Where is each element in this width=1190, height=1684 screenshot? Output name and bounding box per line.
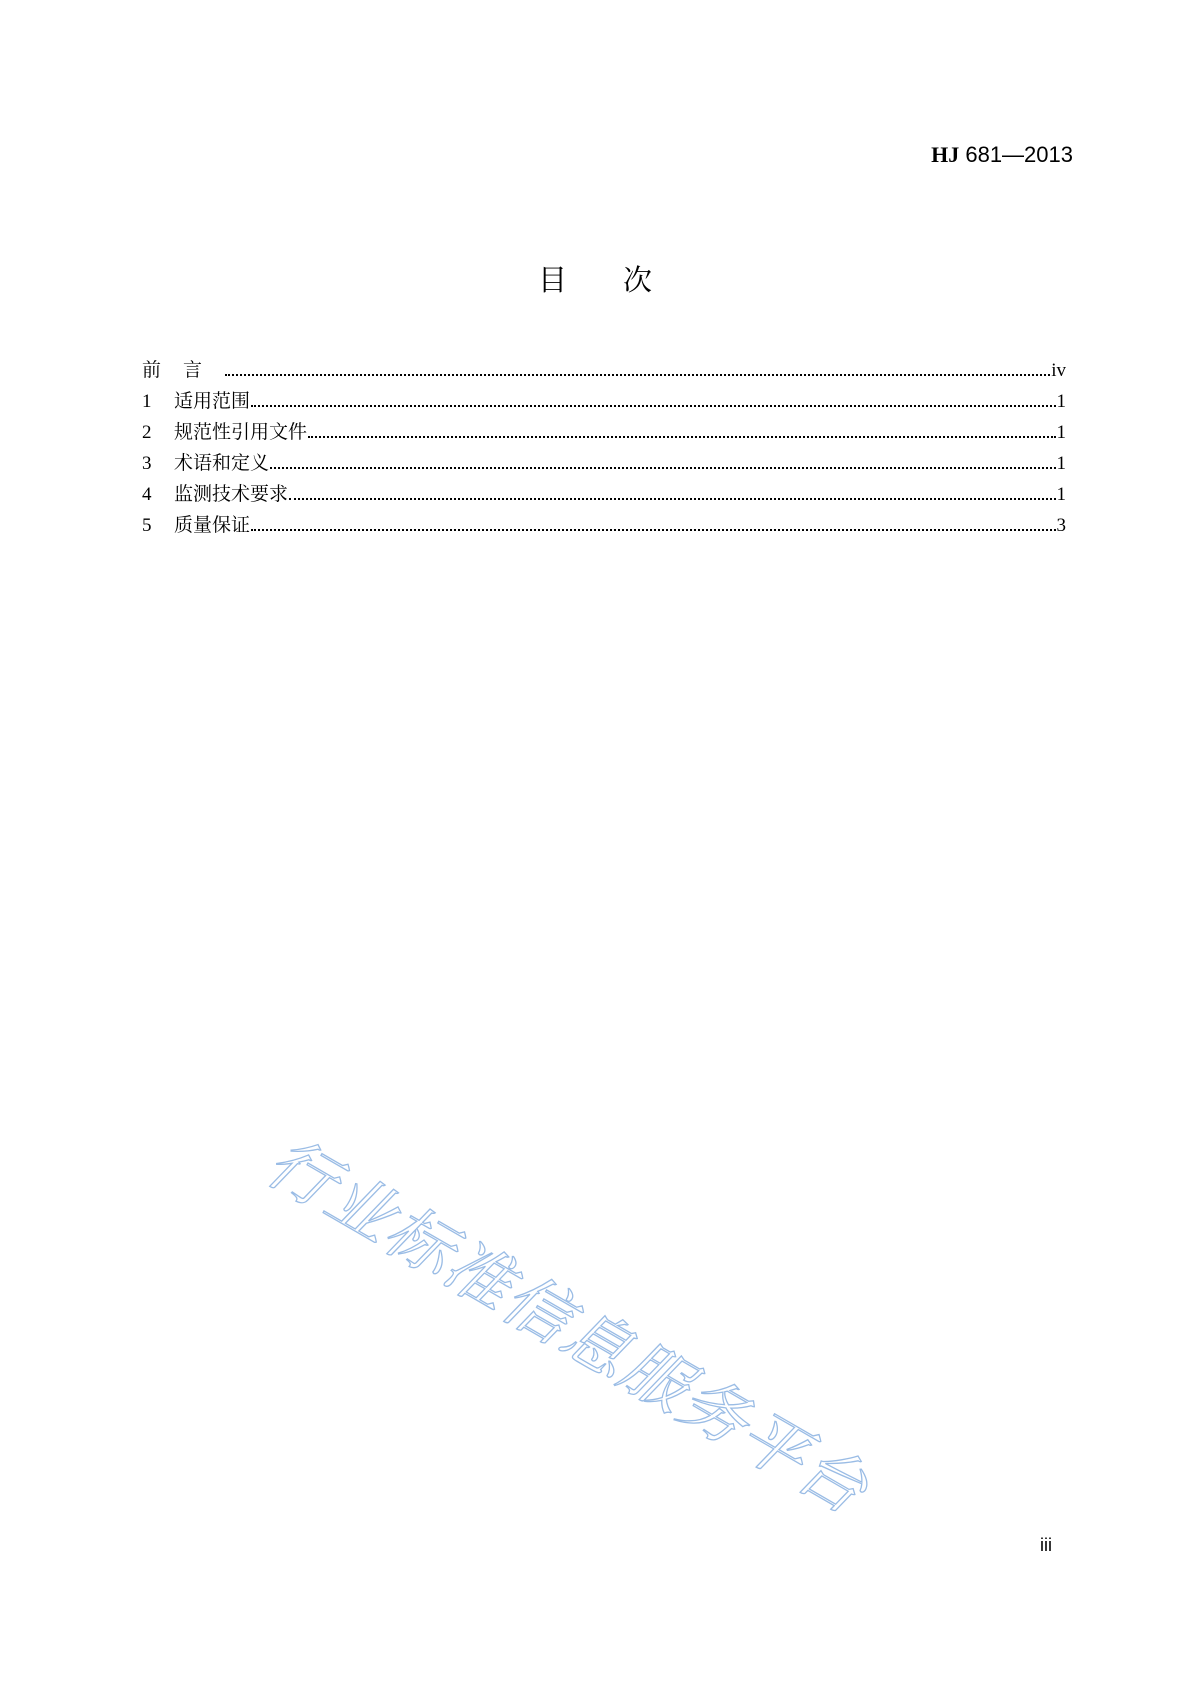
toc-entry-label: 适用范围 xyxy=(174,391,251,412)
toc-title: 目次 xyxy=(537,263,708,297)
toc-entry-label: 术语和定义 xyxy=(174,453,270,474)
toc-entry-normative-references[interactable] xyxy=(142,417,1066,448)
toc-leader-dots xyxy=(270,466,1055,469)
standard-prefix: HJ xyxy=(931,142,960,167)
toc-leader-dots xyxy=(308,435,1055,438)
toc-entry-number: 4 xyxy=(142,484,152,505)
toc-leader-dots xyxy=(289,497,1055,500)
page-number: iii xyxy=(1040,1535,1052,1555)
toc-entry-label: 质量保证 xyxy=(174,515,251,536)
toc-entry-page: 1 xyxy=(1056,391,1066,412)
toc-entry-terms-definitions[interactable] xyxy=(142,448,1066,479)
toc-entry-number: 3 xyxy=(142,453,152,474)
toc-entry-label: 规范性引用文件 xyxy=(174,422,308,443)
toc-entry-quality-assurance[interactable] xyxy=(142,510,1066,541)
toc-entry-label: 前言 xyxy=(142,360,225,381)
toc-entry-page: iv xyxy=(1051,360,1066,381)
toc-entry-page: 3 xyxy=(1056,515,1066,536)
toc-entry-number: 1 xyxy=(142,391,152,412)
standard-code xyxy=(931,142,1073,168)
toc-leader-dots xyxy=(251,404,1055,407)
toc-leader-dots xyxy=(251,528,1055,531)
watermark: 行业标准信息服务平台 xyxy=(254,1122,882,1530)
toc-entry-number: 2 xyxy=(142,422,152,443)
toc-entry-monitoring-requirements[interactable] xyxy=(142,479,1066,510)
table-of-contents xyxy=(142,355,1066,541)
toc-entry-page: 1 xyxy=(1056,422,1066,443)
toc-entry-page: 1 xyxy=(1056,484,1066,505)
toc-leader-dots xyxy=(225,373,1050,376)
toc-entry-foreword[interactable] xyxy=(142,355,1066,386)
toc-entry-scope[interactable] xyxy=(142,386,1066,417)
standard-number: 681—2013 xyxy=(965,142,1073,167)
toc-entry-number: 5 xyxy=(142,515,152,536)
toc-entry-page: 1 xyxy=(1056,453,1066,474)
toc-entry-label: 监测技术要求 xyxy=(174,484,289,505)
